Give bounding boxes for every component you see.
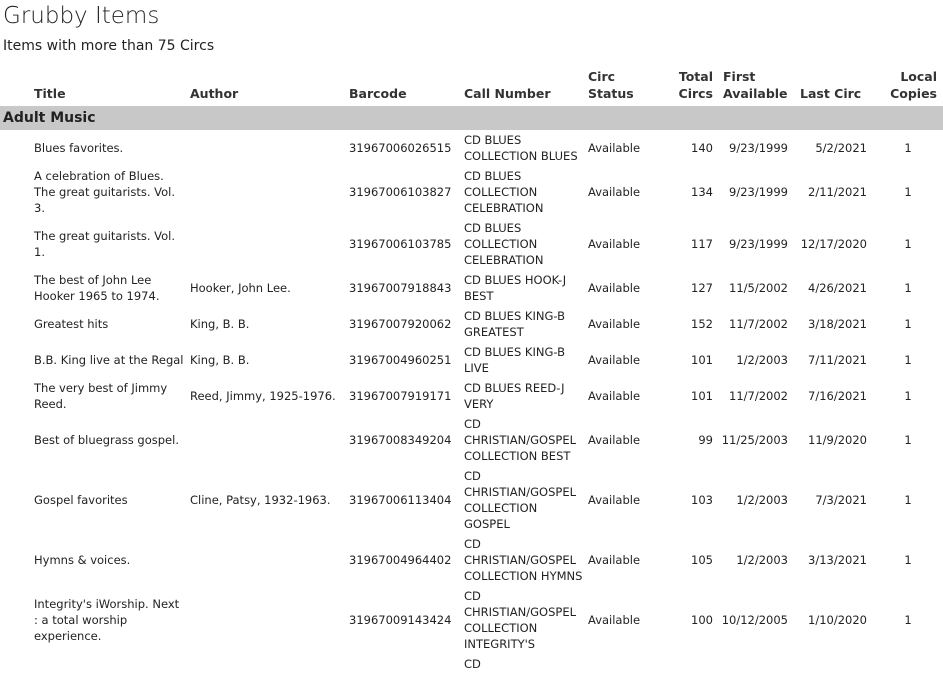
cell-call-number: CD CHRISTIAN/GOSPEL COLLECTION GOSPEL <box>464 469 576 531</box>
cell-first-available: 9/23/1999 <box>729 185 788 199</box>
table-row <box>0 270 943 306</box>
cell-local-copies: 1 <box>904 433 912 447</box>
cell-total-circs: 100 <box>691 613 713 627</box>
table-header-row <box>0 66 943 106</box>
cell-total-circs: 103 <box>691 493 713 507</box>
cell-call-number: CD CHRISTIAN/GOSPEL COLLECTION BEST <box>464 417 576 463</box>
column-header-author: Author <box>190 86 239 101</box>
report-subtitle: Items with more than 75 Circs <box>3 38 215 54</box>
cell-local-copies: 1 <box>904 613 912 627</box>
cell-author <box>188 166 347 218</box>
table-row <box>0 306 943 342</box>
cell-local-copies: 1 <box>904 493 912 507</box>
cell-circ-status: Available <box>588 493 641 507</box>
cell-author <box>188 534 347 586</box>
cell-total-circs: 127 <box>691 281 713 295</box>
group-name: Adult Music <box>0 106 943 130</box>
column-header-first-available: First Available <box>723 69 788 101</box>
cell-first-available: 1/2/2003 <box>736 353 788 367</box>
cell-author: King, B. B. <box>190 353 250 367</box>
row-spacer <box>0 378 32 414</box>
row-spacer <box>0 586 32 654</box>
cell-last-circ: 11/9/2020 <box>808 433 867 447</box>
cell-first-available: 10/12/2005 <box>721 613 788 627</box>
cell-title: Greatest hits <box>34 317 109 331</box>
column-header-total-circs: Total Circs <box>678 69 713 101</box>
cell-author: Reed, Jimmy, 1925-1976. <box>190 389 336 403</box>
cell-total-circs: 105 <box>691 553 713 567</box>
cell-title: Integrity's iWorship. Next : a total worship experience. <box>34 597 180 643</box>
cell-last-circ: 4/26/2021 <box>808 281 867 295</box>
cell-call-number: CD BLUES HOOK-J BEST <box>464 273 567 303</box>
cell-last-circ: 7/3/2021 <box>815 493 867 507</box>
cell-barcode: 31967007919171 <box>349 389 452 403</box>
cell-total-circs: 152 <box>691 317 713 331</box>
cell-call-number: CD BLUES KING-B LIVE <box>464 345 565 375</box>
cell-circ-status: Available <box>588 281 641 295</box>
cell-author <box>188 130 347 166</box>
spacer-header <box>0 66 32 106</box>
column-header-last-circ: Last Circ <box>800 86 862 101</box>
cell-title: B.B. King live at the Regal <box>34 353 184 367</box>
cell-last-circ <box>790 654 873 674</box>
row-spacer <box>0 534 32 586</box>
cell-total-circs: 140 <box>691 141 713 155</box>
cell-total-circs: 101 <box>691 389 713 403</box>
table-row <box>0 342 943 378</box>
cell-title: Gospel favorites <box>34 493 128 507</box>
cell-barcode: 31967004960251 <box>349 353 452 367</box>
row-spacer <box>0 218 32 270</box>
table-row <box>0 166 943 218</box>
cell-first-available: 9/23/1999 <box>729 141 788 155</box>
cell-circ-status: Available <box>588 317 641 331</box>
cell-last-circ: 5/2/2021 <box>815 141 867 155</box>
row-spacer <box>0 342 32 378</box>
cell-first-available: 11/7/2002 <box>729 389 788 403</box>
cell-call-number: CD CHRISTIAN/GOSPEL COLLECTION INTEGRITY'S <box>464 589 576 651</box>
column-header-circ-status: Circ Status <box>588 69 634 101</box>
cell-author <box>188 654 347 674</box>
row-spacer <box>0 270 32 306</box>
table-row <box>0 534 943 586</box>
cell-last-circ: 12/17/2020 <box>800 237 867 251</box>
table-row <box>0 414 943 466</box>
cell-total-circs: 99 <box>698 433 713 447</box>
cell-barcode: 31967006103785 <box>349 237 452 251</box>
cell-first-available: 9/23/1999 <box>729 237 788 251</box>
cell-total-circs: 117 <box>691 237 713 251</box>
cell-first-available <box>715 654 790 674</box>
column-header-local-copies: Local Copies <box>890 69 937 101</box>
table-row <box>0 130 943 166</box>
cell-title: The best of John Lee Hooker 1965 to 1974. <box>34 273 160 303</box>
cell-local-copies: 1 <box>904 317 912 331</box>
cell-first-available: 11/25/2003 <box>721 433 788 447</box>
cell-barcode: 31967006026515 <box>349 141 452 155</box>
cell-total-circs: 101 <box>691 353 713 367</box>
cell-total-circs: 134 <box>691 185 713 199</box>
cell-last-circ: 3/13/2021 <box>808 553 867 567</box>
cell-last-circ: 7/11/2021 <box>808 353 867 367</box>
cell-last-circ: 1/10/2020 <box>808 613 867 627</box>
cell-local-copies: 1 <box>904 185 912 199</box>
row-spacer <box>0 466 32 534</box>
cell-first-available: 11/5/2002 <box>729 281 788 295</box>
cell-barcode: 31967007918843 <box>349 281 452 295</box>
cell-last-circ: 7/16/2021 <box>808 389 867 403</box>
cell-title: Hymns & voices. <box>34 553 131 567</box>
cell-title: Blues favorites. <box>34 141 124 155</box>
cell-author <box>188 414 347 466</box>
table-row <box>0 378 943 414</box>
cell-local-copies <box>873 654 943 674</box>
column-header-barcode: Barcode <box>349 86 407 101</box>
cell-author: Cline, Patsy, 1932-1963. <box>190 493 331 507</box>
column-header-title: Title <box>34 86 66 101</box>
row-spacer <box>0 130 32 166</box>
cell-first-available: 11/7/2002 <box>729 317 788 331</box>
cell-call-number: CD BLUES COLLECTION BLUES <box>464 133 578 163</box>
cell-barcode <box>347 654 462 674</box>
table-row <box>0 586 943 654</box>
report-title: Grubby Items <box>3 3 160 29</box>
cell-call-number: CD BLUES REED-J VERY <box>464 381 565 411</box>
cell-circ-status <box>586 654 664 674</box>
cell-barcode: 31967007920062 <box>349 317 452 331</box>
cell-local-copies: 1 <box>904 389 912 403</box>
cell-author: King, B. B. <box>190 317 250 331</box>
table-row <box>0 466 943 534</box>
cell-title: The very best of Jimmy Reed. <box>34 381 168 411</box>
items-table <box>0 66 943 674</box>
cell-total-circs <box>664 654 715 674</box>
table-row <box>0 654 943 674</box>
row-spacer <box>0 166 32 218</box>
cell-barcode: 31967004964402 <box>349 553 452 567</box>
cell-circ-status: Available <box>588 237 641 251</box>
cell-local-copies: 1 <box>904 141 912 155</box>
cell-circ-status: Available <box>588 353 641 367</box>
cell-last-circ: 2/11/2021 <box>808 185 867 199</box>
cell-circ-status: Available <box>588 613 641 627</box>
row-spacer <box>0 306 32 342</box>
cell-call-number: CD BLUES KING-B GREATEST <box>464 309 565 339</box>
cell-circ-status: Available <box>588 553 641 567</box>
cell-first-available: 1/2/2003 <box>736 553 788 567</box>
column-header-call-number: Call Number <box>464 86 551 101</box>
cell-circ-status: Available <box>588 185 641 199</box>
cell-barcode: 31967009143424 <box>349 613 452 627</box>
cell-author <box>188 586 347 654</box>
cell-circ-status: Available <box>588 433 641 447</box>
row-spacer <box>0 414 32 466</box>
cell-first-available: 1/2/2003 <box>736 493 788 507</box>
cell-local-copies: 1 <box>904 353 912 367</box>
cell-title: Best of bluegrass gospel. <box>34 433 179 447</box>
cell-barcode: 31967006103827 <box>349 185 452 199</box>
cell-call-number: CD <box>464 657 481 671</box>
cell-last-circ: 3/18/2021 <box>808 317 867 331</box>
cell-title: The great guitarists. Vol. 1. <box>34 229 176 259</box>
cell-circ-status: Available <box>588 389 641 403</box>
row-spacer <box>0 654 32 674</box>
cell-author: Hooker, John Lee. <box>190 281 291 295</box>
cell-local-copies: 1 <box>904 553 912 567</box>
cell-call-number: CD BLUES COLLECTION CELEBRATION <box>464 221 544 267</box>
cell-title: A celebration of Blues. The great guitarists. Vol. 3. <box>34 169 176 215</box>
cell-author <box>188 218 347 270</box>
table-row <box>0 218 943 270</box>
cell-barcode: 31967006113404 <box>349 493 452 507</box>
cell-barcode: 31967008349204 <box>349 433 452 447</box>
group-header-row <box>0 106 943 130</box>
cell-circ-status: Available <box>588 141 641 155</box>
cell-title <box>32 654 188 674</box>
cell-call-number: CD CHRISTIAN/GOSPEL COLLECTION HYMNS <box>464 537 583 583</box>
cell-local-copies: 1 <box>904 237 912 251</box>
cell-call-number: CD BLUES COLLECTION CELEBRATION <box>464 169 544 215</box>
cell-local-copies: 1 <box>904 281 912 295</box>
